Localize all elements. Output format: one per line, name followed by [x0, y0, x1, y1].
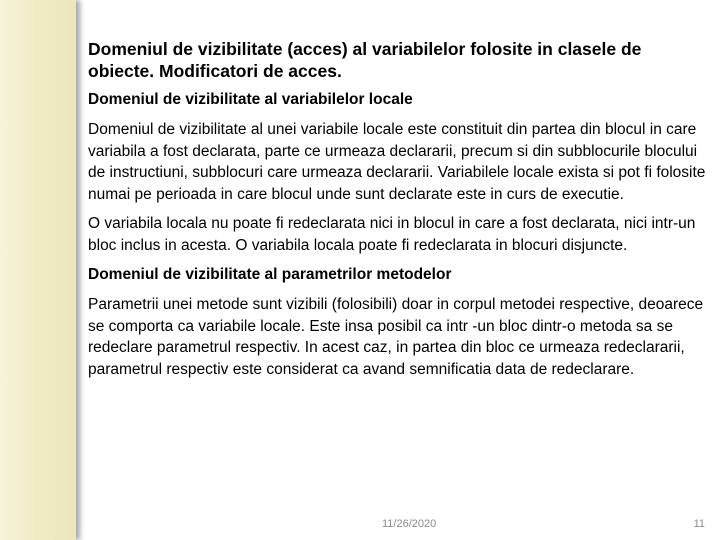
section-heading-method-parameters: Domeniul de vizibilitate al parametrilor metodelor	[88, 266, 452, 283]
paragraph-redeclaration: O variabila locala nu poate fi redeclarata nici in blocul in care a fost declarata, nici intr-un bloc inclus in acesta. O variabila locala poate fi redeclarata in blocuri disjuncte.	[88, 215, 696, 254]
slide-title: Domeniul de vizibilitate (acces) al variabilelor folosite in clasele de obiecte. Modificatori de acces.	[88, 39, 642, 81]
paragraph-parameters-scope: Parametrii unei metode sunt vizibili (folosibili) doar in corpul metodei respective, deoarece se comporta ca variabile locale. Este insa posibil ca intr -un bloc dintr-o metoda sa se redeclare parametrul respectiv. In acest caz, in partea din bloc ce urmeaza redeclararii, parametrul respectiv este considerat ca avand semnificatia data de redeclarare.	[88, 296, 704, 378]
page-number: 11	[693, 518, 705, 530]
decorative-side-bar	[0, 0, 76, 540]
section-heading-local-variables: Domeniul de vizibilitate al variabilelor locale	[88, 91, 413, 108]
paragraph-local-scope: Domeniul de vizibilitate al unei variabile locale este constituit din partea din blocul in care variabila a fost declarata, parte ce urmeaza declararii, precum si din subblocurile blocului de instructiuni, subblocuri care urmeaza declararii. Variabilele locale exista si pot fi folosite numai pe perioada in care blocul unde sunt declarate este in curs de executie.	[88, 121, 706, 203]
slide-content	[88, 38, 708, 380]
footer-date: 11/26/2020	[382, 518, 437, 530]
